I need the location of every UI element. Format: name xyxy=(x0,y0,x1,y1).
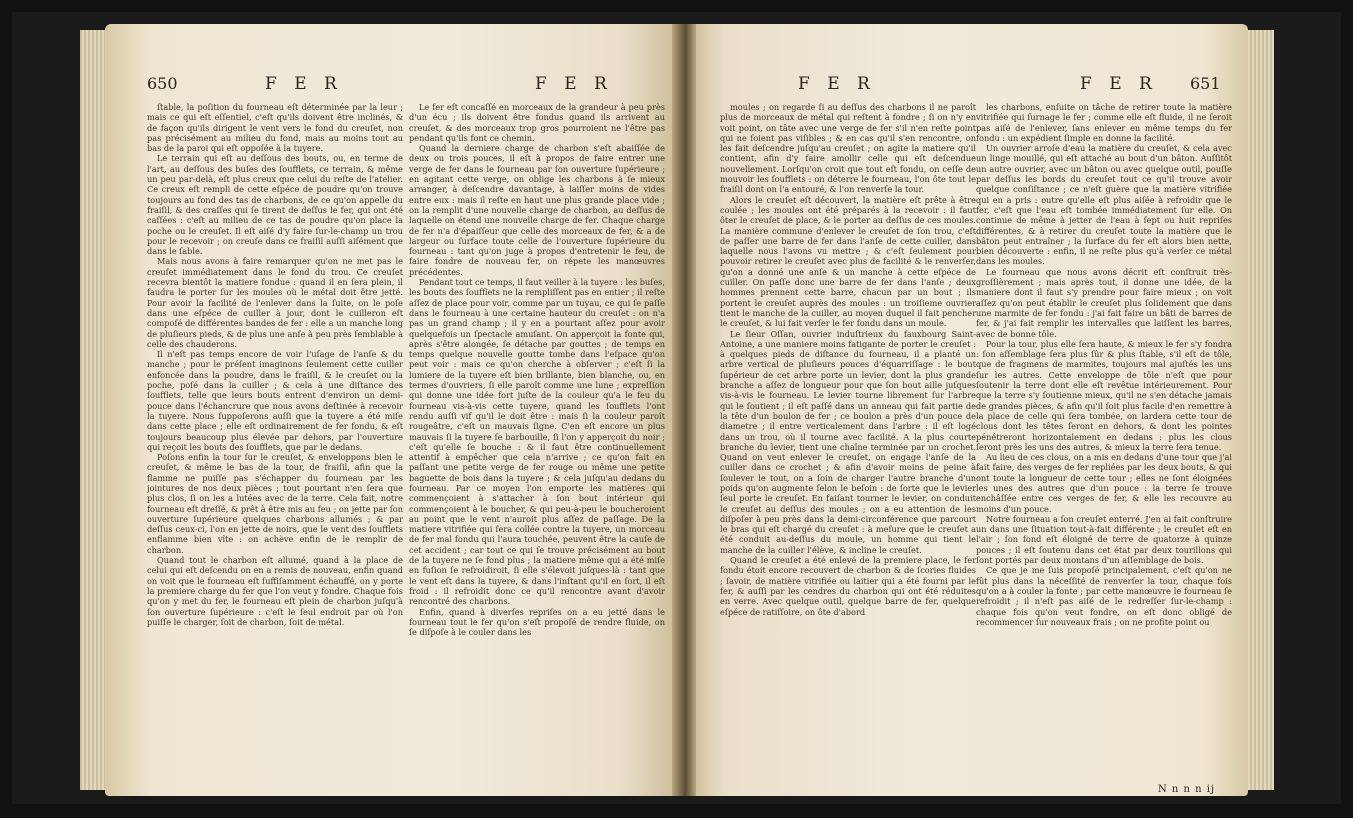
paragraph: Notre fourneau a ſon creuſet enterré. J'en ai fait conſtruire un dans une ſituation tout-à-fait différente ; le creuſet eſt en l'air ; ſon fond eſt éloigné de terre de quatorze à quinze pouces ; il eſt ſoutenu dans cet état par deux tourillons qui ſont portés par deux montans d'un aſſemblage de bois. xyxy=(976,513,1232,566)
running-head-right: F E R xyxy=(1080,74,1158,94)
left-page xyxy=(105,24,679,796)
right-page-edges xyxy=(1244,30,1274,790)
paragraph: Pour la tour, plus elle ſera haute, & mieux le fer s'y fondra : ſon aſſemblage ſera plus ſûr & plus ſtable, s'il eſt de tôle, que de fragmens de marmites, toujours mal ajuſtés les uns ſur les autres. Cette enveloppe de tôle n'eſt que pour ſoutenir la terre dont elle eſt revêtue intérieurement. Pour que la terre s'y ſoutienne mieux, qu'il ne s'en détache jamais de grandes pièces, & afin qu'il ſoit plus facile d'en remettre à la place de celle qui ſera tombée, on lardera cette tour de clous dont les têtes ſeront en dehors, & dont les pointes pénétreront horizontalement en dedans : plus les clous ſeront près les uns des autres, & mieux la terre ſera tenue. xyxy=(976,338,1232,452)
paragraph: Le fourneau que nous avons décrit eſt conſtruit très-groſſièrement ; mais après tout, il donne une idée, de la maniere dont il faut s'y prendre pour faire mieux ; on voit aſſez qu'on peut établir le creuſet plus ſolidement que dans une marmite de fer fondu : j'ai fait faire un bâti de barres de fer, & j'ai fait remplir les intervalles que laiſſent les barres, avec de bonne tôle. xyxy=(976,266,1232,339)
paragraph: Le fer eſt concaſſé en morceaux de la grandeur à peu près d'un écu ; ils doivent être fondus quand ils arrivent au creuſet, & des morceaux trop gros pourroient ne l'être pas pendant qu'ils font ce chemin. xyxy=(409,102,665,143)
page-number: 651 xyxy=(1190,74,1221,93)
paragraph: Mais nous avons à faire remarquer qu'on ne met pas le creuſet immédiatement dans le fond du trou. Ce creuſet recevra bientôt la matiere fondue : quand il en ſera plein, il faudra le porter ſur les moules où le métal doit être jetté. Pour avoir la facilité de l'enlever dans la ſuite, on le poſe dans une eſpéce de cuiller à jour, dont le cuilleron eſt compoſé de différentes bandes de fer : elle a un manche long de pluſieurs pieds, & de plus une anſe à peu près ſemblable à celle des chauderons. xyxy=(147,256,403,349)
paragraph: Pendant tout ce temps, il faut veiller à la tuyere : les buſes, les bouts des ſoufflets ne la rempliſſent pas en entier ; il reſte aſſez de place pour voir, comme par un tuyau, ce qui ſe paſſe dans le fourneau à une certaine hauteur du creuſet : on n'a pas un grand champ ; il y en a pourtant aſſez pour avoir quelquefois un ſpectacle amuſant. On apperçoit la fonte qui, après s'être alongée, ſe détache par gouttes ; de temps en temps quelque nouvelle goutte tombe dans l'eſpace qu'on peut voir : mais ce qu'on cherche à obſerver ; c'eſt ſi la lumiere de la tuyere eſt bien brillante, bien blanche, ou, en termes d'ouvriers, ſi elle paroît comme une lune ; expreſſion qui donne une idée fort juſte de la couleur qu'a le feu du fourneau vis-à-vis cette tuyere, quand les ſoufflets l'ont rendu auſſi vif qu'il le doit être : mais ſi la couleur paroît rougeâtre, c'eſt un mauvais ſigne. C'en eſt encore un plus mauvais ſi la tuyere ſe barbouille, ſi l'on y apperçoit du noir ; c'eſt qu'elle ſe bouche : & il faut être continuellement attentif à empêcher que cela n'arrive ; ce qu'on fait en paſſant une petite verge de fer rouge ou même une petite baguette de bois dans la tuyere ; & cela juſqu'au dedans du fourneau. Par ce moyen l'on emporte les matières qui commençoient à s'attacher à ſon bout intérieur qui commençoient à le boucher, & qui peu-à-peu le boucheroient au point que le vent n'auroit plus aſſez de paſſage. De la matiere vitrifiée qui ſera collée contre la tuyere, un morceau de fer mal fondu qui l'aura touchée, peuvent être la cauſe de cet accident ; car tout ce qui ſe trouve précisément au bout de la tuyere ne ſe fond plus ; la matiere même qui a été miſe en fuſion ſe refroidiroit, ſi elle s'élevoit juſques-là : tant que le vent eſt dans la tuyere, & dans l'inſtant qu'il en ſort, il eſt froid : il refroidit donc ce qu'il rencontre avant d'avoir rencontré des charbons. xyxy=(409,277,665,607)
running-head-left: F E R xyxy=(798,74,876,94)
text-column-right xyxy=(409,102,665,782)
paragraph: Ce que je me ſuis propoſé principalement, c'eſt qu'on ne fût plus dans la néceſſité de renverſer la tour, chaque fois qu'on a à couler la fonte ; par cette manœuvre le fourneau ſe refroidit ; il n'eſt pas aiſé de le redreſſer ſur-le-champ : chaque fois qu'on veut fondre, on eſt donc obligé de recommencer ſur nouveaux frais ; on ne profite point ou xyxy=(976,565,1232,627)
running-head-left: F E R xyxy=(265,74,343,94)
signature-mark: N n n n ij xyxy=(1158,784,1216,795)
text-column-left xyxy=(720,102,976,782)
paragraph: Quand la derniere charge de charbon s'eſt abaiſſée de deux ou trois pouces, il eſt à propos de faire entrer une verge de fer dans le fourneau par ſon ouverture ſupérieure ; en agitant cette verge, on oblige les charbons à ſe mieux arranger, à deſcendre davantage, à laiſſer moins de vides entre eux : mais il reſte en haut une plus grande place vide ; on la remplit d'une nouvelle charge de charbon, au deſſus de laquelle on étend une nouvelle charge de fer. Chaque charge de fer n'a d'épaiſſeur que celle des morceaux de fer, & a de largeur ou ſurface toute celle de l'ouverture ſupérieure du fourneau : tant qu'on juge à propos d'entretenir le feu, de faire fondre de nouveau fer, on répete les manœuvres précédentes. xyxy=(409,143,665,277)
paragraph: Un ouvrier arroſe d'eau la matière du creuſet, & cela avec un linge mouillé, qui eſt attaché au bout d'un bâton. Auſſitôt un autre ouvrier, avec un bâton ou avec quelque outil, pouſſe par deſſus les bords du creuſet tout ce qu'il trouve avoir quelque conſiſtance ; ce n'eſt guère que la matière vitrifiée qui en a pris : outre qu'elle eſt plus aiſée à refroidir que le fer, c'eſt que l'eau eſt tombée immédiatement ſur elle. On continue de même à jetter de l'eau à ſept ou huit repriſes différentes, & à retirer du creuſet toute la matière que le bâton peut entraîner ; la ſurface du fer eſt alors bien nette, bien découverte : enfin, il ne reſte plus qu'à verſer ce métal dans les moules. xyxy=(976,143,1232,267)
paragraph: ſtable, la poſition du fourneau eſt déterminée par la leur ; mais ce qui eſt eſſentiel, c'eſt qu'ils doivent être inclinés, & de façon qu'ils dirigent le vent vers le fond du creuſet, non pas précisément au milieu du fond, mais au moins tout au bas de la paroi qui eſt oppoſée à la tuyere. xyxy=(147,102,403,154)
paragraph: Alors le creuſet eſt découvert, la matière eſt prête à être coulée ; les moules ont été préparés à la recevoir : il faut ôter le creuſet de place, & le porter au deſſus de ces moules. La manière commune d'enlever le creuſet de ſon trou, c'eſt de paſſer une barre de fer dans l'anſe de cette cuiller, dans laquelle nous l'avons vu mettre ; & c'eſt ſeulement pour pouvoir retirer le creuſet avec plus de facilité & le renverſer, qu'on a donné une anſe & un manche à cette eſpéce de cuiller. On paſſe donc une barre de fer dans l'anſe ; deux hommes prennent cette barre, chacun par un bout ; ils portent le creuſet auprès des moules : un troiſieme ouvrier tient le manche de la cuiller, au moyen duquel il fait pencher le creuſet, & lui fait verſer le fer fondu dans un moule. xyxy=(720,194,976,329)
paragraph: Quand le creuſet a été enlevé de la premiere place, le fer fondu étoit encore recouvert de charbon & de ſcories fluides ; ſavoir, de matière vitrifiée ou laitier qui a été fourni par le fer, & auſſi par les cendres du charbon qui ont été réduites en verre. Avec quelque outil, quelque barre de fer, quelque eſpéce de ratiſſoire, on ôte d'abord xyxy=(720,555,976,617)
text-column-left xyxy=(147,102,403,782)
paragraph: Le ſieur Oſſan, ouvrier induſtrieux du fauxbourg Saint-Antoine, a une maniere moins fatigante de porter le creuſet : à quelques pieds de diſtance du fourneau, il a planté un arbre vertical de pluſieurs pouces d'équarriſſage : le bout ſupérieur de cet arbre porte un levier, dont la plus grande branche a aſſez de longueur pour que ſon bout aille juſques vis-à-vis le fourneau. Le levier tourne librement ſur l'arbre qui le ſoutient ; il eſt paſſé dans un anneau qui fait partie de la tête d'un boulon de fer ; ce boulon a près d'un pouce de diametre ; il entre verticalement dans l'arbre : il eſt logé dans un trou, où il tourne avec facilité. A la plus courte branche du levier, tient une chaîne terminée par un crochet. Quand on veut enlever le creuſet, on engage l'anſe de la cuiller dans ce crochet ; & afin d'avoir moins de peine à ſoulever le tout, on a ſoin de charger l'autre branche d'un poids qu'on augmente ſelon le beſoin : de ſorte que le levier ſeul porte le creuſet. En faiſant tourner le levier, on conduit le creuſet au deſſus des moules ; on a eu attention de les diſpoſer à peu près dans la demi-circonférence que parcourt le bras qui eſt chargé du creuſet : à meſure que le creuſet a été conduit au-deſſus du moule, un homme qui tient le manche de la cuiller l'élève, & incline le creuſet. xyxy=(720,328,976,555)
text-column-right xyxy=(976,102,1232,782)
paragraph: Enfin, quand à diverſes repriſes on a eu jetté dans le fourneau tout le fer qu'on s'eſt propoſé de rendre fluide, on ſe diſpoſe à le couler dans les xyxy=(409,606,665,638)
paragraph: Le terrain qui eſt au deſſous des bouts, ou, en terme de l'art, au deſſous des buſes des ſoufflets, ce terrain, & même un peu par-delà, eſt plus creux que celui du reſte de l'atelier. Ce creux eſt rempli de cette eſpéce de poudre qu'on trouve toujours au fond des tas de charbons, de ce qu'on appelle du fraiſil, & des craſſes qui ſe tirent de deſſus le fer, qui ont été caſſées : c'eſt au milieu de ce tas de poudre qu'on place la poche ou le creuſet. Il eſt aiſé d'y faire ſur-le-champ un trou pour le recevoir ; on creuſe dans ce fraiſil auſſi aiſément que dans le ſable. xyxy=(147,153,403,257)
running-head-right: F E R xyxy=(535,74,613,94)
book-gutter xyxy=(672,24,696,796)
right-page xyxy=(690,24,1248,796)
page-number: 650 xyxy=(147,74,178,93)
paragraph: Au lieu de ces clous, on a mis en dedans d'une tour que j'ai fait faire, des verges de fer repliées par les deux bouts, & qui ont toute la longueur de cette tour ; elles ne ſont éloignées les unes des autres que d'un pouce : la terre ſe trouve enchâſſée entre ces verges de fer, & elle les recouvre au moins d'un pouce. xyxy=(976,452,1232,514)
paragraph: Poſons enfin la tour ſur le creuſet, & enveloppons bien le creuſet, & même le bas de la tour, de fraiſil, afin que la flamme ne puiſſe pas s'échapper du fourneau par les jointures de nos deux pièces ; tout pourtant n'en ſera que plus clos, ſi on les a lutées avec de la terre. Cela fait, notre fourneau eſt dreſſé, & prêt à être mis au feu ; on jette par ſon ouverture ſupérieure quelques charbons allumés ; & par deſſus ceux-ci, l'on en jette de noirs, que le vent des ſoufflets enflamme bien vîte : on achève enfin de le remplir de charbon. xyxy=(147,452,403,555)
paragraph: Il n'eſt pas temps encore de voir l'uſage de l'anſe & du manche ; pour le préſent imaginons ſeulement cette cuiller enfoncée dans la poudre, dans le fraiſil, & le creuſet ou la poche, poſé dans la cuiller ; & cela à une diſtance des ſoufflets, telle que leurs bouts entrent d'environ un demi-pouce dans l'échancrure que nous avons deſtinée à recevoir la tuyere. Nous ſuppoſerons auſſi que la tuyere a été miſe dans cette place ; elle eſt ordinairement de fer fondu, & eſt toujours beaucoup plus élevée par dehors, par l'ouverture qui reçoit les bouts des ſoufflets, que par le dedans. xyxy=(147,349,403,452)
paragraph: les charbons, enſuite on tâche de retirer toute la matière vitrifiée qui ſurnage le fer ; comme elle eſt fluide, il ne ſeroit pas aiſé de l'enlever, ſans enlever en même temps du fer fondu : un expédient ſimple en donne la facilité. xyxy=(976,102,1232,143)
paragraph: moules ; on regarde ſi au deſſus des charbons il ne paroît plus de morceaux de métal qui reſtent à fondre ; ſi on n'y en voit point, on tâte avec une verge de fer s'il n'en reſte point qui ne ſoient pas viſibles ; & en cas qu'il s'en rencontre, on les fait deſcendre juſqu'au creuſet ; on agite la matiere qu'il contient, afin d'y faire amollir celle qui eſt deſcendue nouvellement. Lorſqu'on croit que tout eſt fondu, on ceſſe de mouvoir les ſoufflets : on déterre le fourneau, l'on ôte tout le fraiſil dont on l'a entouré, & l'on renverſe la tour. xyxy=(720,102,976,195)
paragraph: Quand tout le charbon eſt allumé, quand à la place de celui qui eſt deſcendu on en a remis de nouveau, enfin quand on voit que le fourneau eſt ſuffiſamment échauffé, on y porte la premiere charge du fer que l'on veut y fondre. Chaque fois qu'on y met du fer, le fourneau eſt plein de charbon juſqu'à ſon ouverture ſupérieure : c'eſt le ſeul endroit par où l'on puiſſe le charger, ſoit de charbon, ſoit de métal. xyxy=(147,555,403,627)
